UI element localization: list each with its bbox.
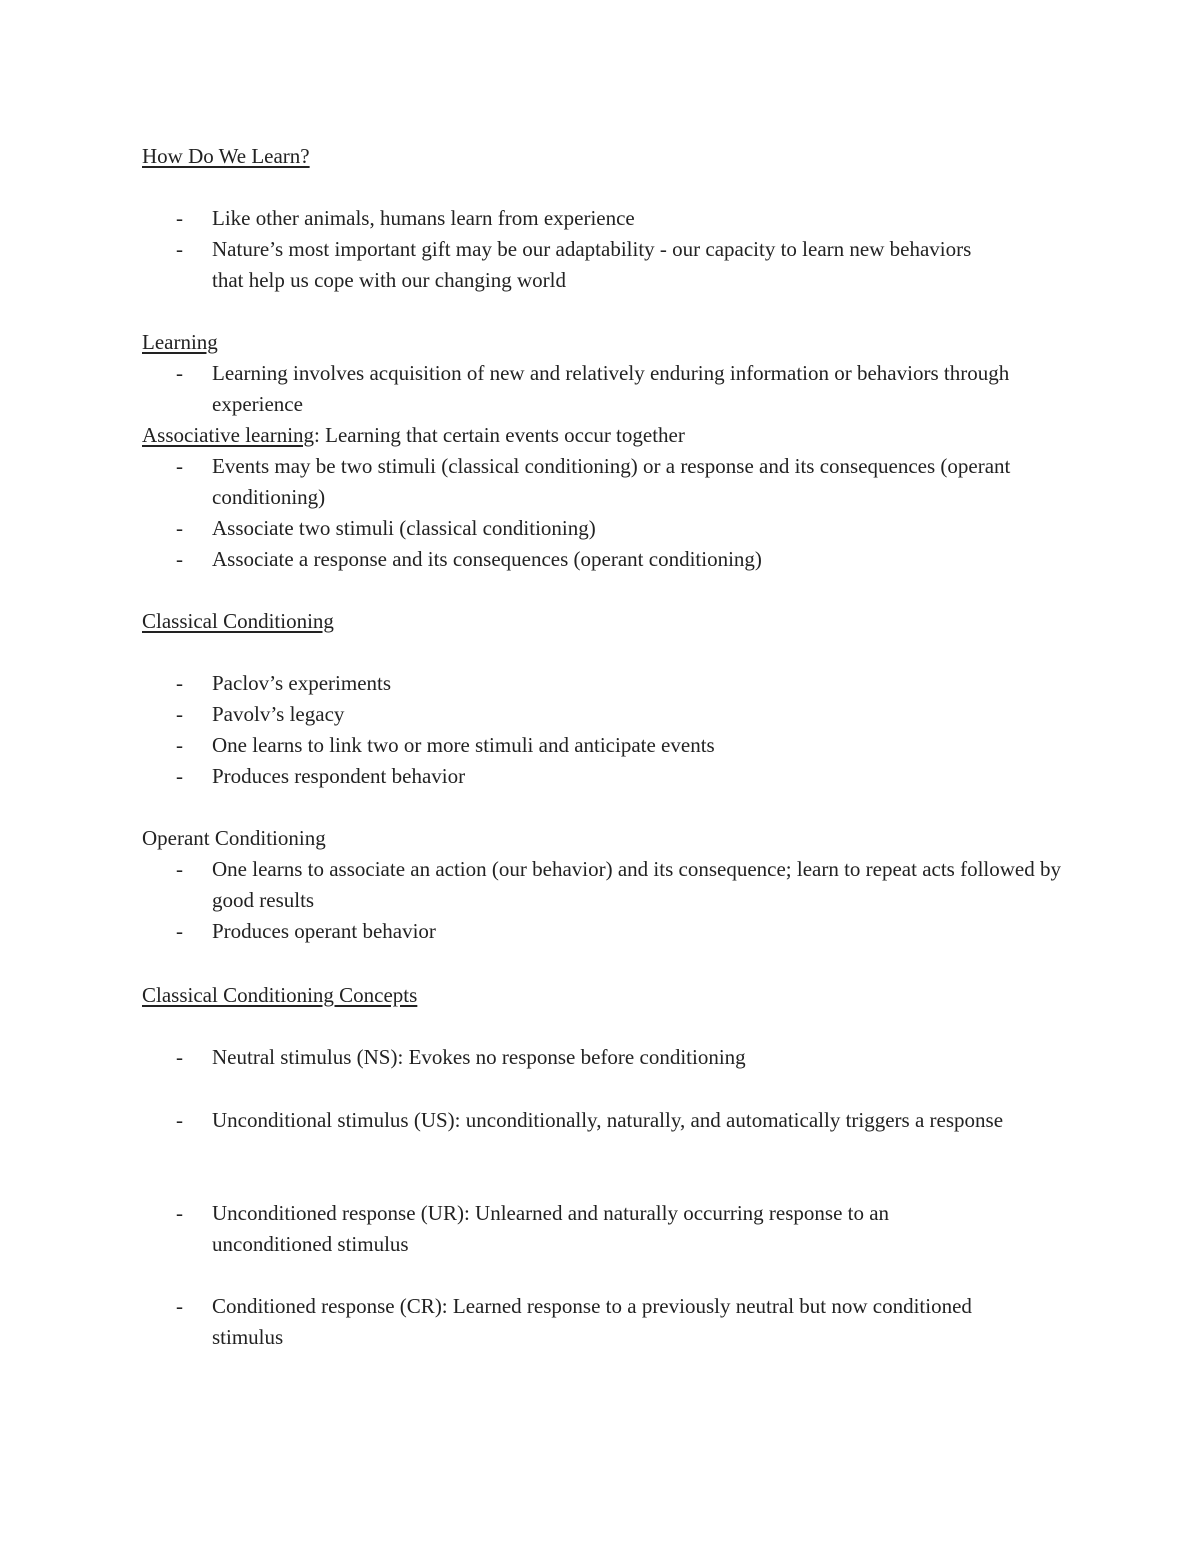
heading-associative-learning: Associative learning	[142, 423, 315, 447]
bullet-dash: -	[176, 516, 183, 540]
associative-learning-line	[142, 420, 685, 451]
list-item-text: Neutral stimulus (NS): Evokes no response before conditioning	[212, 1045, 746, 1069]
bullet-dash: -	[176, 1045, 183, 1069]
list-item-text: One learns to associate an action (our behavior) and its consequence; learn to repeat acts followed by good results	[212, 857, 1062, 912]
associative-learning-definition: : Learning that certain events occur together	[314, 423, 685, 447]
bullet-dash: -	[176, 1201, 183, 1225]
heading-how-do-we-learn: How Do We Learn?	[142, 144, 310, 168]
bullet-dash: -	[176, 454, 183, 478]
list-item-text: Unconditioned response (UR): Unlearned and naturally occurring response to an unconditioned stimulus	[212, 1201, 890, 1256]
bullet-dash: -	[176, 237, 183, 261]
list-item-text: Associate a response and its consequences (operant conditioning)	[212, 547, 762, 571]
list-item-text: Produces operant behavior	[212, 919, 436, 943]
list-item-text: Conditioned response (CR): Learned response to a previously neutral but now conditioned stimulus	[212, 1294, 972, 1349]
bullet-dash: -	[176, 733, 183, 757]
list-item-text: Pavolv’s legacy	[212, 702, 345, 726]
bullet-dash: -	[176, 1108, 183, 1132]
bullet-dash: -	[176, 361, 183, 385]
bullet-dash: -	[176, 547, 183, 571]
heading-learning: Learning	[142, 330, 218, 354]
bullet-dash: -	[176, 1294, 183, 1318]
list-item-text: Associate two stimuli (classical conditioning)	[212, 516, 596, 540]
bullet-dash: -	[176, 764, 183, 788]
list-item-text: Unconditional stimulus (US): unconditionally, naturally, and automatically triggers a response	[212, 1108, 1004, 1132]
bullet-dash: -	[176, 671, 183, 695]
bullet-dash: -	[176, 919, 183, 943]
heading-operant-conditioning: Operant Conditioning	[142, 826, 326, 850]
list-item-text: Learning involves acquisition of new and relatively enduring information or behaviors through experience	[212, 361, 1010, 416]
list-item-text: Paclov’s experiments	[212, 671, 392, 695]
list-item-text: Produces respondent behavior	[212, 764, 466, 788]
heading-classical-conditioning: Classical Conditioning	[142, 609, 334, 633]
list-item-text: Like other animals, humans learn from experience	[212, 206, 635, 230]
list-item-text: One learns to link two or more stimuli and anticipate events	[212, 733, 715, 757]
list-item-text: Events may be two stimuli (classical conditioning) or a response and its consequences (operant conditioning)	[212, 454, 1011, 509]
list-item-text: Nature’s most important gift may be our adaptability - our capacity to learn new behaviors that help us cope with our changing world	[212, 237, 972, 292]
bullet-dash: -	[176, 206, 183, 230]
heading-classical-conditioning-concepts: Classical Conditioning Concepts	[142, 983, 418, 1007]
bullet-dash: -	[176, 857, 183, 881]
bullet-dash: -	[176, 702, 183, 726]
